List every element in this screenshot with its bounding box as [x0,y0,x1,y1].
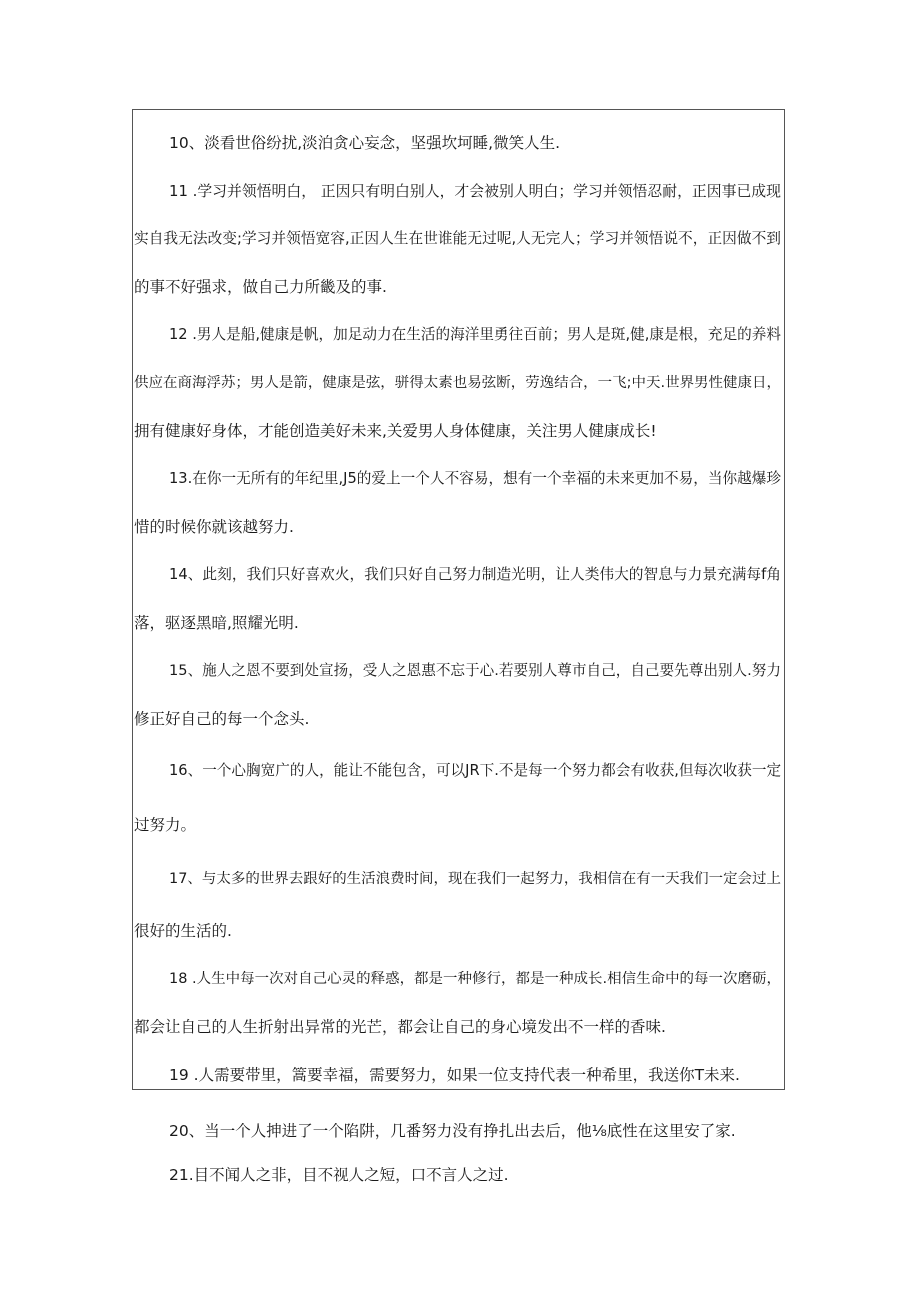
paragraph-11-line-1: 11 .学习并领悟明白， 正因只有明白别人，才会被别人明白；学习并领悟忍耐，正因事已成现 [169,182,781,200]
paragraph-17-line-2: 很好的生活的. [134,922,232,940]
paragraph-14-line-1: 14、此刻，我们只好喜欢火，我们只好自己努力制造光明，让人类伟大的智息与力景充满每f角 [169,566,782,583]
paragraph-12-line-3: 拥有健康好身体，才能创造美好未来,关爱男人身体健康，关注男人健康成长! [134,422,657,440]
paragraph-15-line-2: 修正好自己的每一个念头. [134,710,310,728]
paragraph-10-line-1: 10、淡看世俗纷扰,淡泊贪心妄念，坚强坎坷睡,微笑人生. [169,134,561,152]
paragraph-16-line-1: 16、一个心胸宽广的人，能让不能包含，可以JR下.不是每一个努力都会有收获,但每次收获一定 [169,762,782,779]
paragraph-12-line-1: 12 .男人是船,健康是帆，加足动力在生活的海洋里勇往百前；男人是斑,健,康是根，充足的养料 [169,326,781,343]
paragraph-14-line-2: 落，驱逐黑暗,照耀光明. [134,614,299,632]
paragraph-13-line-2: 惜的时候你就该越努力. [134,518,294,536]
paragraph-12-line-2: 供应在商海浮苏；男人是箭，健康是弦，骈得太素也易弦断，劳逸结合，一飞;中天.世界男性健康日， [134,375,781,391]
paragraph-16-line-2: 过努力。 [134,816,197,834]
paragraph-20: 20、当一个人抻进了一个陷阱，几番努力没有挣扎出去后，他⅛底性在这里安了家. [169,1122,736,1140]
paragraph-13-line-1: 13.在你一无所有的年纪里,J5的爱上一个人不容易，想有一个幸福的未来更加不易，当你越爆珍 [169,470,781,487]
paragraph-11-line-2: 实自我无法改变;学习并领悟宽容,正因人生在世谁能无过呢,人无完人；学习并领悟说不，正因做不到 [134,230,781,247]
paragraph-15-line-1: 15、施人之恩不要到处宣扬，受人之恩惠不忘于心.若要别人尊市自己，自己要先尊出别人.努力 [169,662,781,679]
bordered-text-box [132,109,785,1090]
paragraph-21: 21.目不闻人之非，目不视人之短，口不言人之过. [169,1166,509,1184]
paragraph-18-line-2: 都会让自己的人生折射出异常的光芒，都会让自己的身心境发出不一样的香味. [134,1018,666,1036]
paragraph-17-line-1: 17、与太多的世界去跟好的生活浪费时间，现在我们一起努力，我相信在有一天我们一定会过上 [169,871,781,887]
paragraph-18-line-1: 18 .人生中每一次对自己心灵的释惑，都是一种修行，都是一种成长.相信生命中的每一次磨砺， [169,971,781,987]
paragraph-11-line-3: 的事不好强求，做自己力所畿及的事. [134,278,387,296]
paragraph-19-line-1: 19 .人需要带里，篙要幸福，需要努力，如果一位支持代表一种希里，我送你T未来. [169,1066,740,1084]
